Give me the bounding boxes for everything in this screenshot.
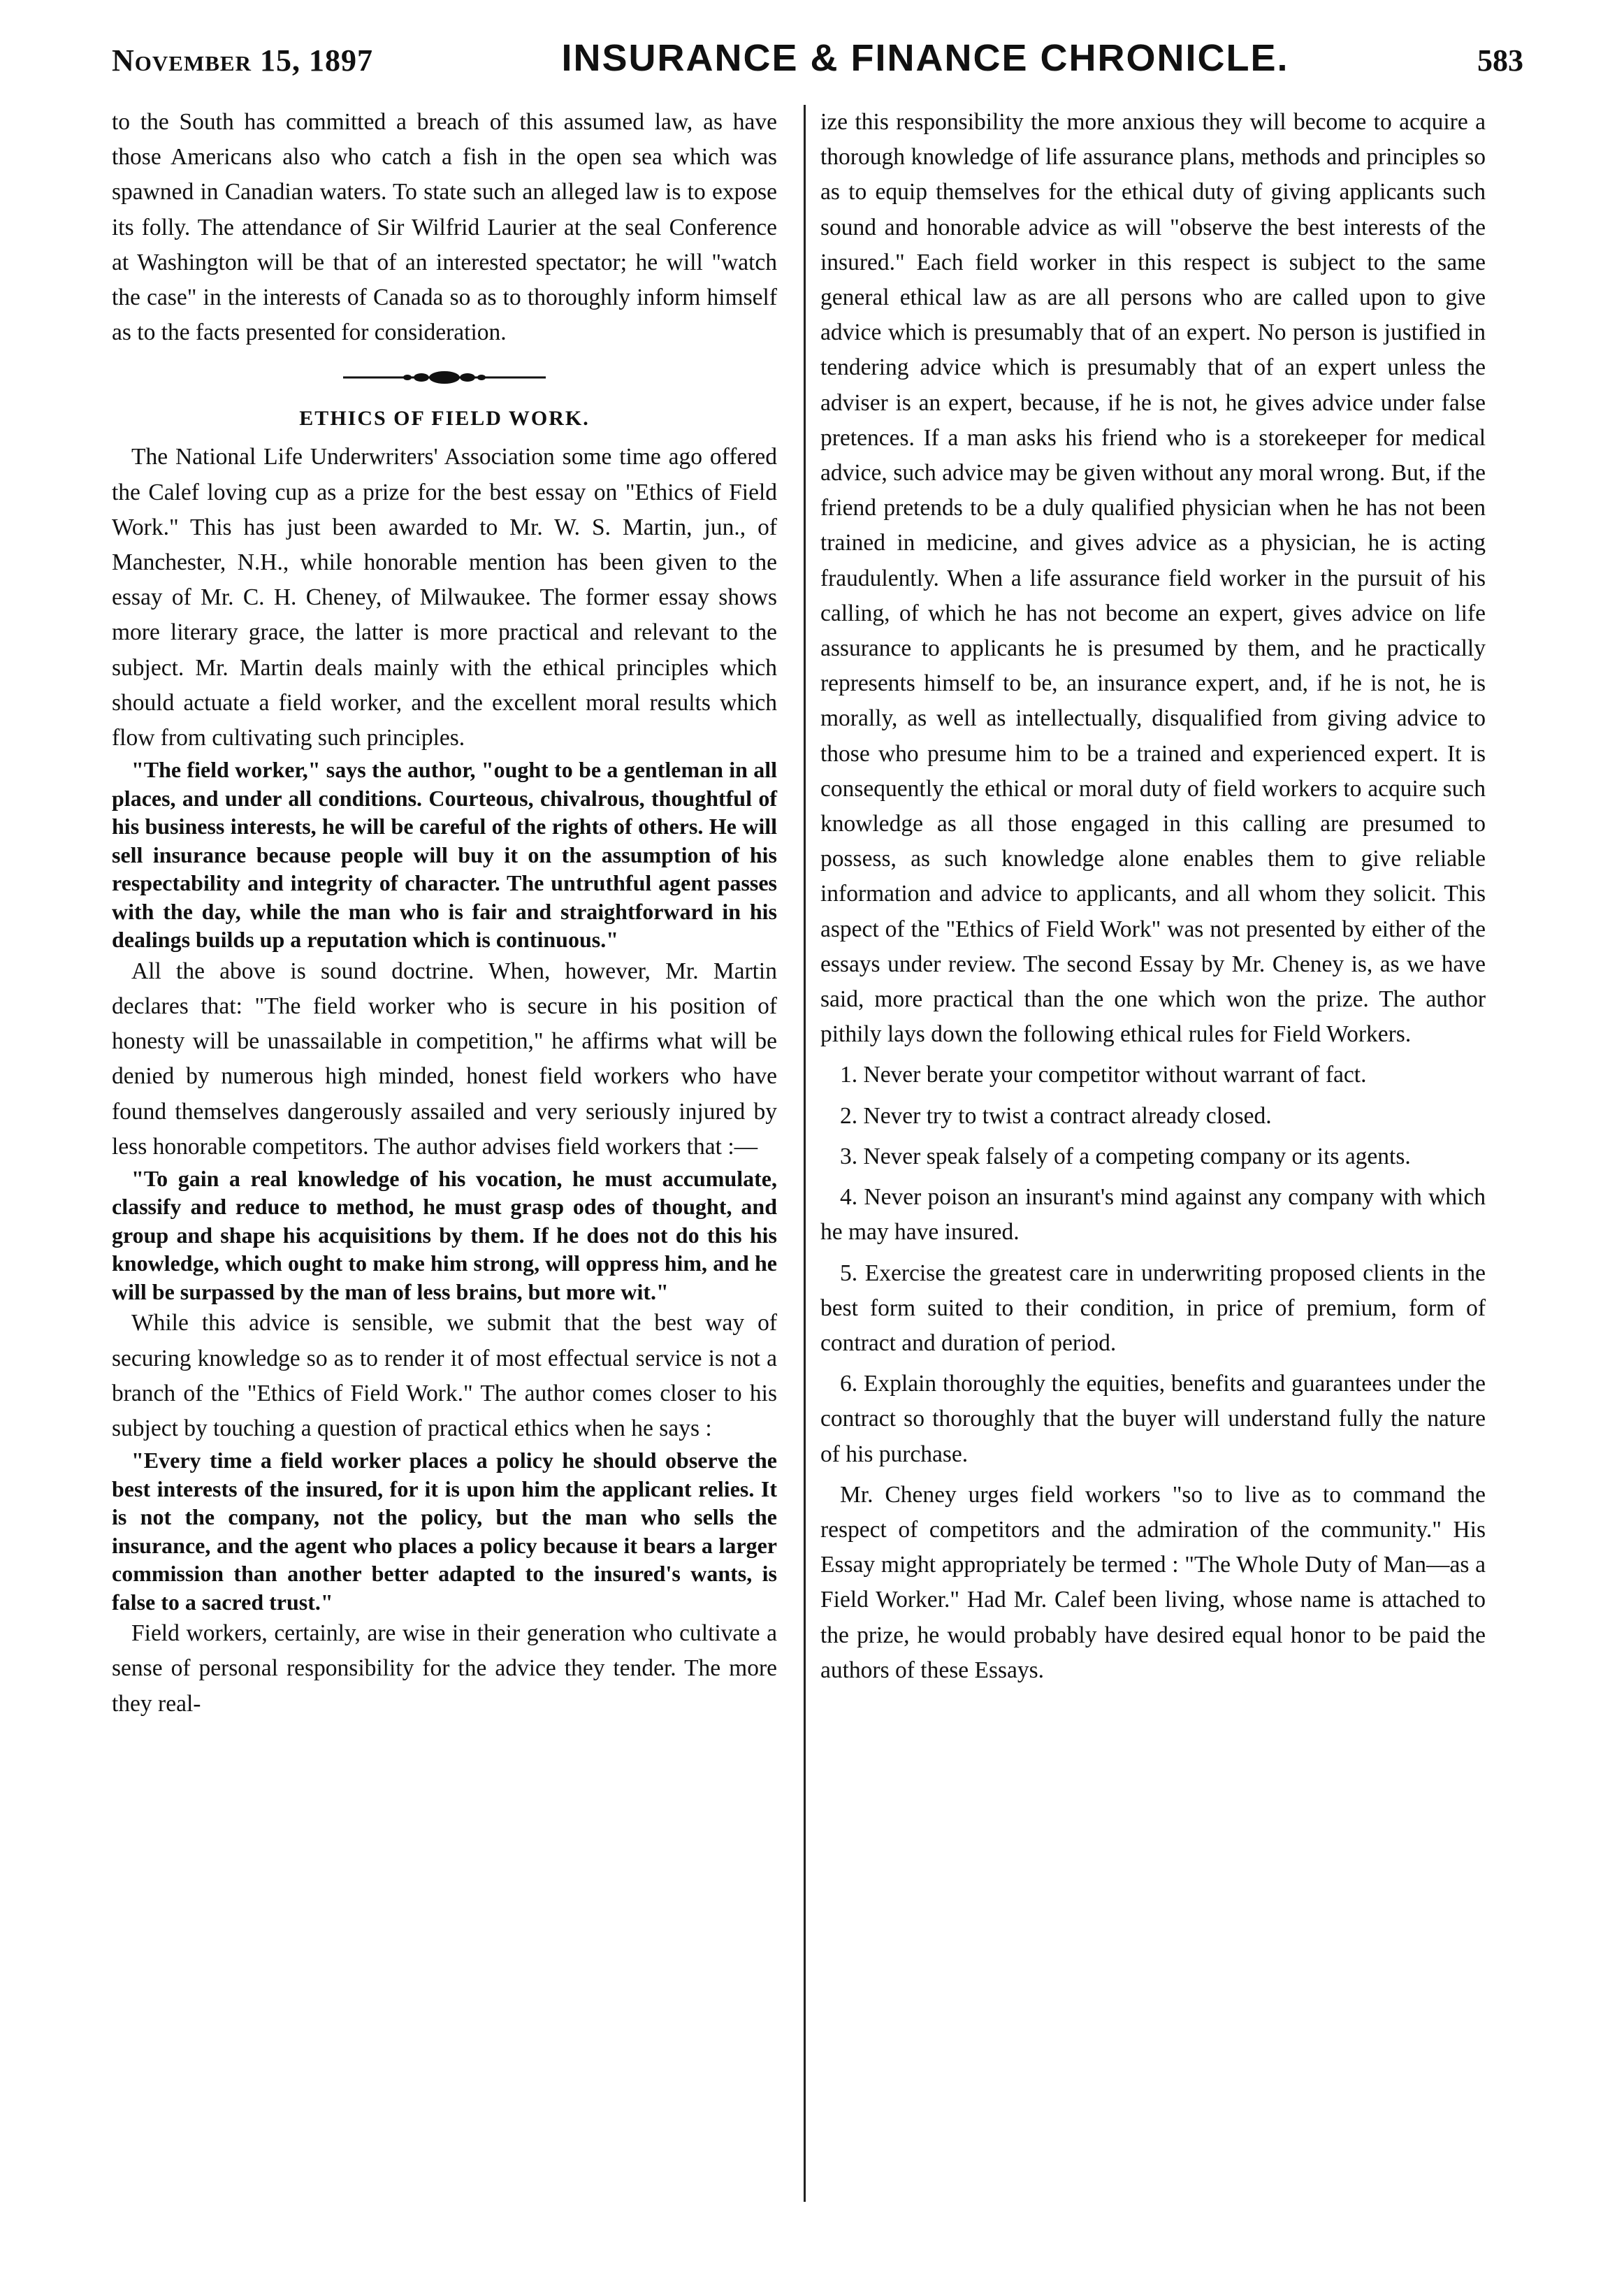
rule-item: 5. Exercise the greatest care in underwriting proposed clients in the best form suited to their condition, in price of premium, form of contract and duration of period.	[820, 1260, 1486, 1356]
column-rule	[804, 105, 806, 2202]
continued-paragraph: to the South has committed a breach of this assumed law, as have those Americans also who catch a fish in the open sea which was spawned in Canadian waters. To state such an alleged law is to expose its folly. The attendance of Sir Wilfrid Laurier at the seal Conference at Washington will be that of an interested spectator; he will "watch the case" in the interests of Canada so as to thoroughly inform himself as to the facts presented for consideration.	[112, 109, 777, 346]
section-divider-ornament	[343, 367, 546, 388]
article-paragraph: ize this responsibility the more anxious they will become to acquire a thorough knowledge of life assurance plans, methods and principles so as to equip themselves for the ethical duty of giving applicants such sound and honorable advice as will "observe the best interests of the insured." Each field worker in this respect is subject to the same general ethical law as are all persons who are called upon to give advice which is presumably that of an expert. No person is justified in tendering advice which is presumably that of an expert unless the adviser is an expert, because, if he is not, he gives advice under false pretences. If a man asks his friend who is a storekeeper for medical advice, such advice may be given without any moral wrong. But, if the friend pretends to be a duly qualified physician when he has not been trained in medicine, and gives advice as a physician, he is acting fraudulently. When a life assurance field worker in the pursuit of his calling, of which he has not become an expert, gives advice on life assurance to applicants he is presumed by them, and he practically represents himself to be, an insurance expert, and, if he is not, he is morally, as well as intellectually, disqualified from giving advice to those who presume him to be a trained and experienced expert. It is consequently the ethical or moral duty of field workers to acquire such knowledge as all those engaged in this calling are presumed to possess, as such knowledge alone enables them to give reliable information and advice to applicants, and all whom they solicit. This aspect of the "Ethics of Field Work" was not presented by either of the essays under review. The second Essay by Mr. Cheney is, as we have said, more practical than the one which won the prize. The author pithily lays down the following ethical rules for Field Workers.	[820, 109, 1486, 1048]
rule-item: 4. Never poison an insurant's mind against any company with which he may have insured.	[820, 1184, 1486, 1246]
publication-title: INSURANCE & FINANCE CHRONICLE.	[561, 37, 1289, 79]
rule-item: 6. Explain thoroughly the equities, benefits and guarantees under the contract so thoroughly that the buyer will understand fully the nature of his purchase.	[820, 1371, 1486, 1467]
rule-item: 1. Never berate your competitor without warrant of fact.	[840, 1062, 1367, 1088]
section-title: ETHICS OF FIELD WORK.	[299, 407, 590, 431]
article-paragraph: All the above is sound doctrine. When, however, Mr. Martin declares that: "The field worker who is secure in his position of honesty will be unassailable in competition," he affirms what will be denied by numerous high minded, honest field workers who have found themselves dangerously assailed and very seriously injured by less honorable competitors. The author advises field workers that :—	[112, 958, 777, 1160]
right-column	[820, 105, 1486, 1688]
issue-date: November 15, 1897	[112, 43, 373, 78]
left-column	[112, 105, 777, 1722]
rule-item: 3. Never speak falsely of a competing company or its agents.	[840, 1143, 1411, 1169]
quoted-passage: "The field worker," says the author, "ought to be a gentleman in all places, and under all conditions. Courteous, chivalrous, thoughtful of his business interests, he will be careful of the rights of others. He will sell insurance because people will buy it on the assumption of his respectability and integrity of character. The untruthful agent passes with the day, while the man who is fair and straightforward in his dealings builds up a reputation which is continuous."	[112, 757, 777, 953]
rule-item: 2. Never try to twist a contract already closed.	[840, 1102, 1272, 1129]
article-paragraph: While this advice is sensible, we submit that the best way of securing knowledge so as to render it of most effectual service is not a branch of the "Ethics of Field Work." The author comes closer to his subject by touching a question of practical ethics when he says :	[112, 1310, 777, 1442]
page-header	[112, 36, 1523, 85]
quoted-passage: "Every time a field worker places a policy he should observe the best interests of the insured, for it is upon him the applicant relies. It is not the company, not the policy, but the man who sells the insurance, and the agent who places a policy because it bears a larger commission than another better adapted to the insured's wants, is false to a sacred trust."	[112, 1448, 777, 1615]
ethical-rules-list	[820, 1058, 1486, 1471]
page-number: 583	[1477, 43, 1523, 78]
article-paragraph: Mr. Cheney urges field workers "so to live as to command the respect of competitors and the admiration of the community." His Essay might appropriately be termed : "The Whole Duty of Man—as a Field Worker." Had Mr. Calef been living, whose name is attached to the prize, he would probably have desired equal honor to be paid the authors of these Essays.	[820, 1481, 1486, 1683]
quoted-passage: "To gain a real knowledge of his vocation, he must accumulate, classify and reduce to method, he must grasp odes of thought, and group and shape his acquisitions by them. If he does not do this his knowledge, which ought to make him strong, will oppress him, and he will be surpassed by the man of less brains, but more wit."	[112, 1165, 777, 1304]
article-paragraph: Field workers, certainly, are wise in their generation who cultivate a sense of personal responsibility for the advice they tender. The more they real-	[112, 1620, 777, 1717]
article-paragraph: The National Life Underwriters' Association some time ago offered the Calef loving cup as a prize for the best essay on "Ethics of Field Work." This has just been awarded to Mr. W. S. Martin, jun., of Manchester, N.H., while honorable mention has been given to the essay of Mr. C. H. Cheney, of Milwaukee. The former essay shows more literary grace, the latter is more practical and relevant to the subject. Mr. Martin deals mainly with the ethical principles which should actuate a field worker, and the excellent moral results which flow from cultivating such principles.	[112, 444, 777, 751]
